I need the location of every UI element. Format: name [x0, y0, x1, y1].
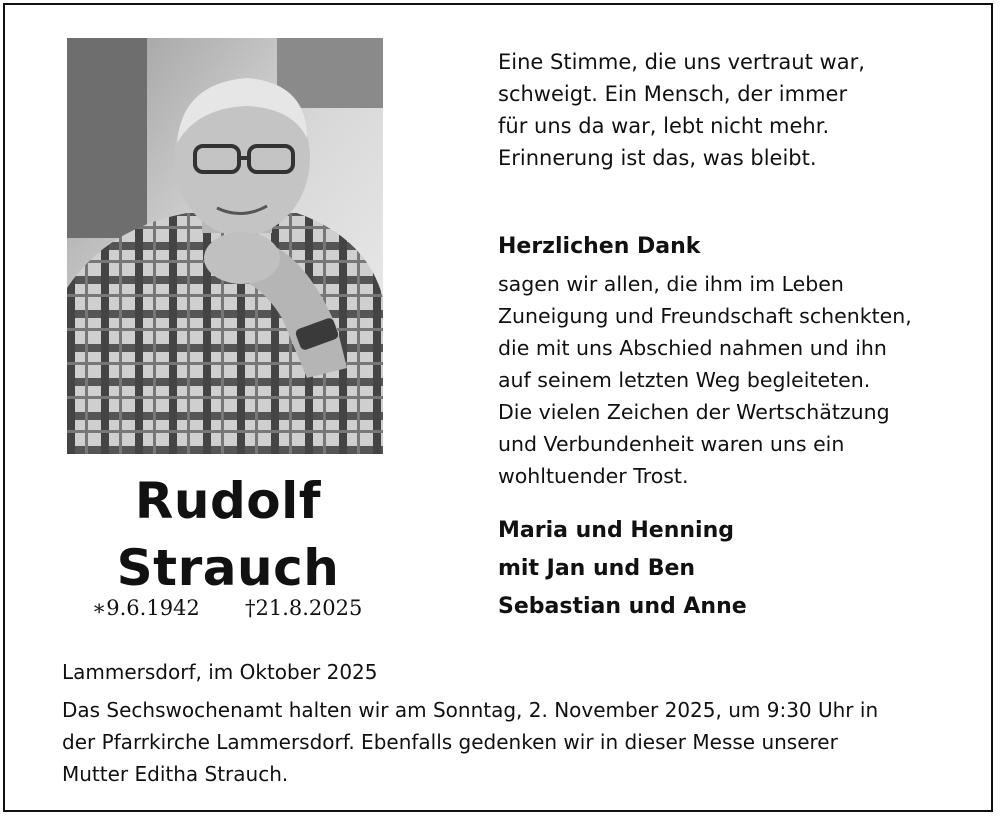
signer-line: mit Jan und Ben: [498, 556, 696, 581]
signer-line: Maria und Henning: [498, 518, 734, 543]
thanks-line: die mit uns Abschied nahmen und ihn: [498, 336, 887, 360]
signers: [498, 512, 747, 626]
deceased-first-name: Rudolf: [134, 472, 322, 530]
thanks-line: und Verbundenheit waren uns ein: [498, 432, 845, 456]
thanks-title: Herzlichen Dank: [498, 234, 701, 259]
poem-line: Eine Stimme, die uns vertraut war,: [498, 50, 865, 74]
birth-date: ∗9.6.1942: [92, 596, 200, 620]
poem-line: für uns da war, lebt nicht mehr.: [498, 114, 830, 138]
thanks-body: [498, 268, 912, 492]
death-date: †21.8.2025: [245, 596, 363, 620]
thanks-line: Zuneigung und Freundschaft schenkten,: [498, 304, 912, 328]
signer-line: Sebastian und Anne: [498, 594, 747, 619]
portrait-illustration: [67, 38, 383, 454]
poem: [498, 46, 865, 174]
thanks-line: sagen wir allen, die ihm im Leben: [498, 272, 844, 296]
announcement-line: der Pfarrkirche Lammersdorf. Ebenfalls gedenken wir in dieser Messe unserer: [62, 730, 838, 754]
announcement-line: Mutter Editha Strauch.: [62, 762, 289, 786]
announcement-line: Das Sechswochenamt halten wir am Sonntag, 2. November 2025, um 9:30 Uhr in: [62, 698, 879, 722]
mass-announcement: [62, 694, 878, 790]
poem-line: schweigt. Ein Mensch, der immer: [498, 82, 848, 106]
portrait-photo: [67, 38, 383, 454]
deceased-last-name: Strauch: [116, 539, 340, 597]
thanks-line: Die vielen Zeichen der Wertschätzung: [498, 400, 890, 424]
poem-line: Erinnerung ist das, was bleibt.: [498, 146, 817, 170]
thanks-line: auf seinem letzten Weg begleiteten.: [498, 368, 871, 392]
place-date: Lammersdorf, im Oktober 2025: [62, 660, 378, 684]
thanks-line: wohltuender Trost.: [498, 464, 689, 488]
